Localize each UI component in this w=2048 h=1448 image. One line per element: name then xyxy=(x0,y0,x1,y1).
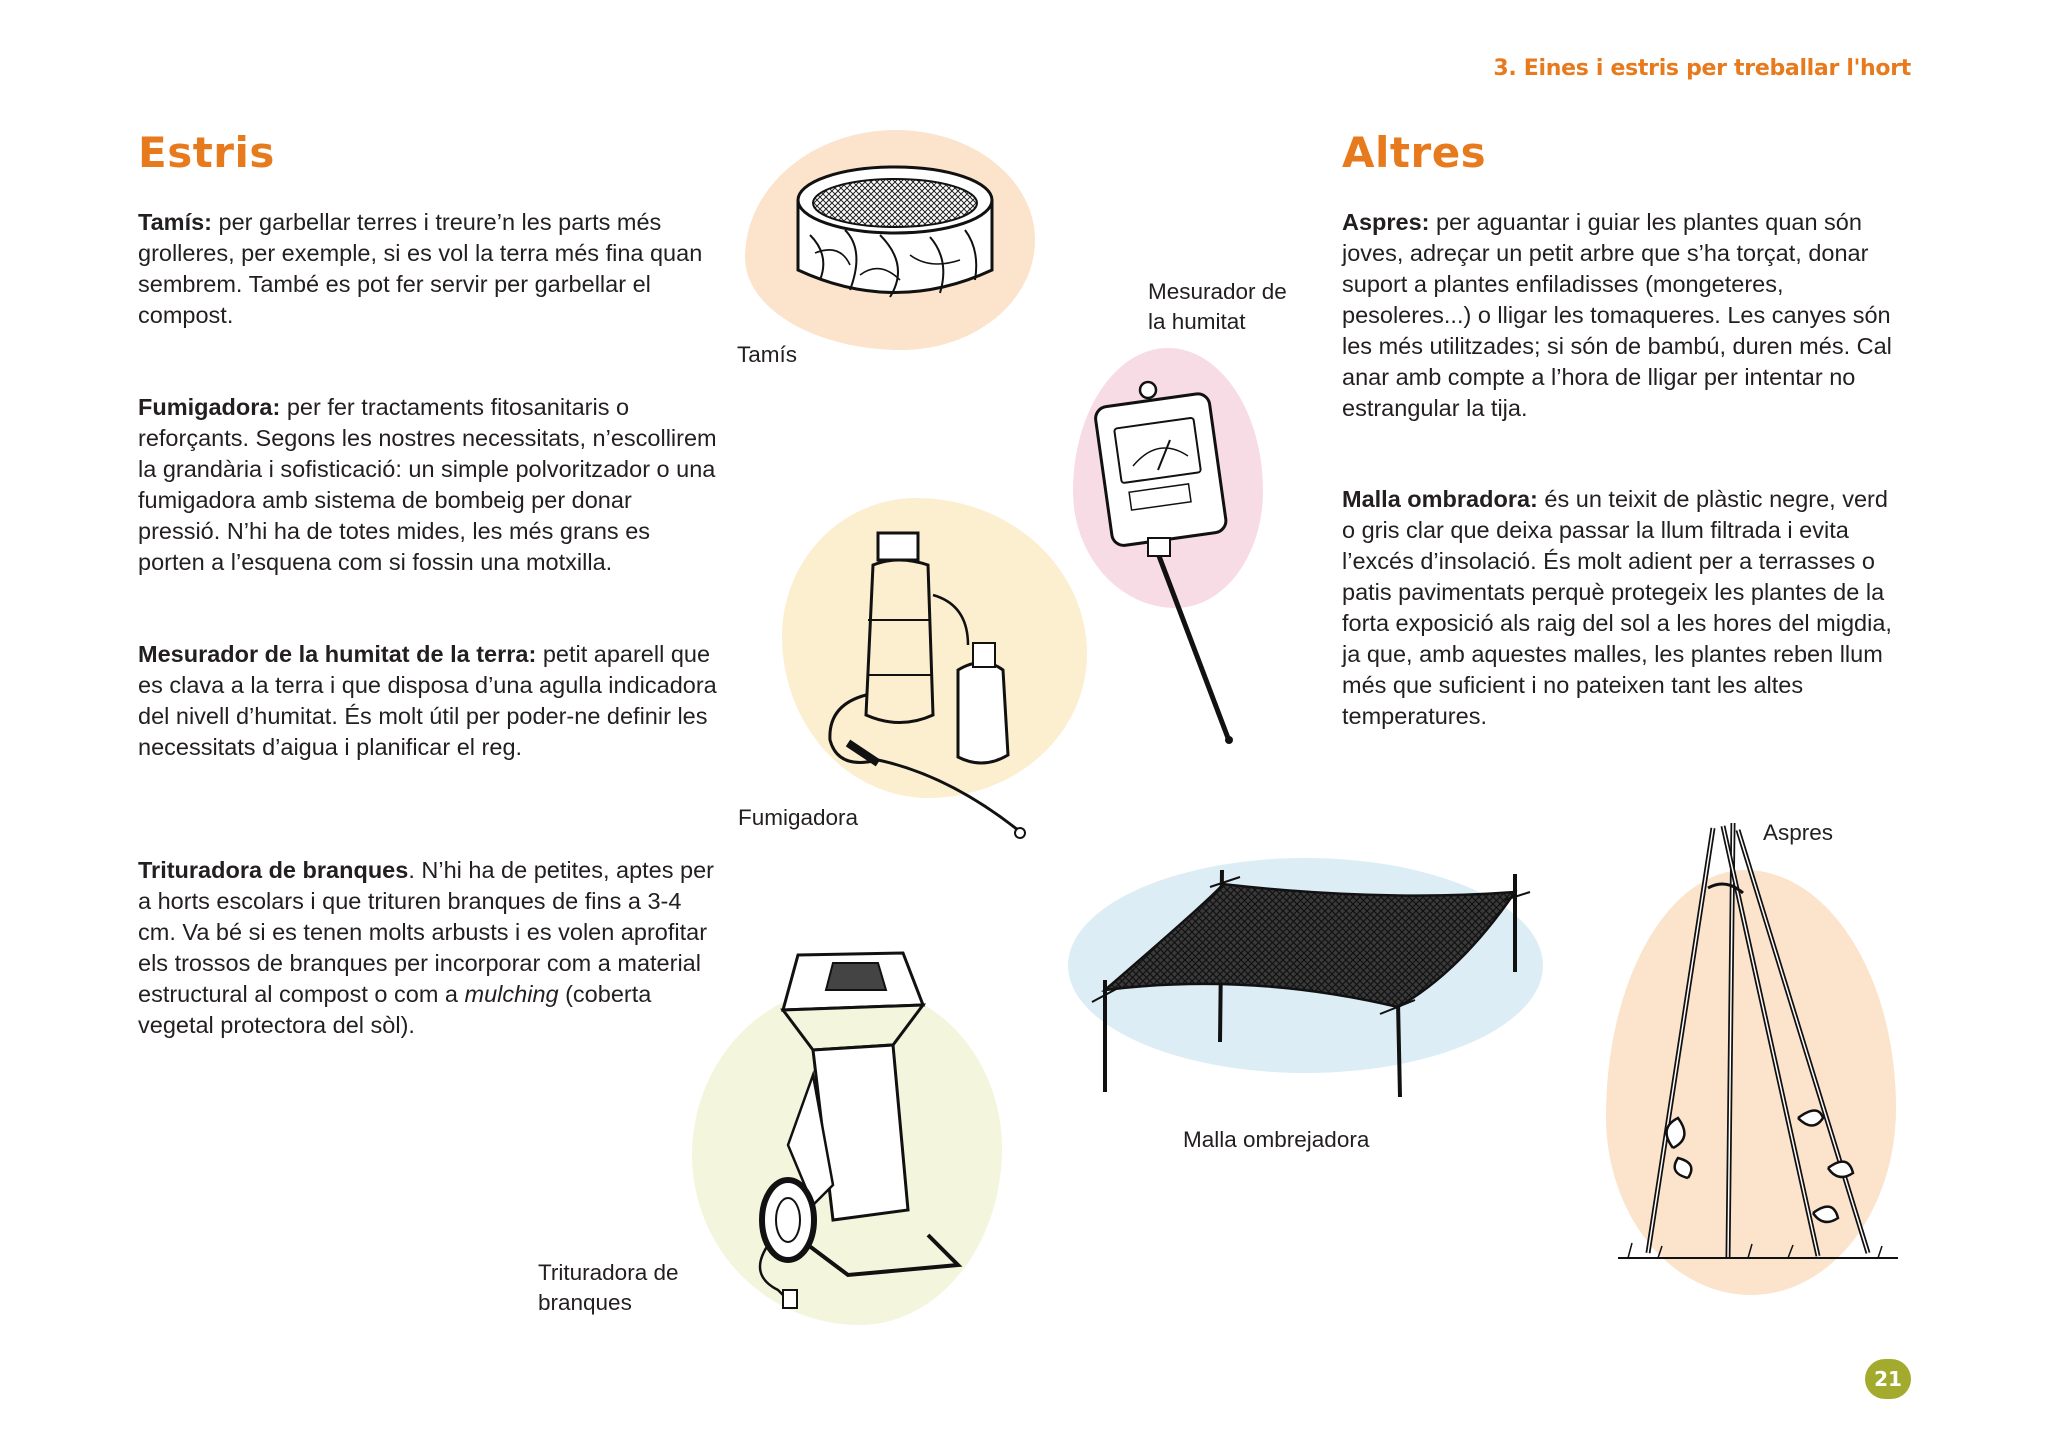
bamboo-stakes-illustration xyxy=(1618,818,1898,1273)
branch-shredder-illustration xyxy=(728,945,988,1310)
caption-aspres: Aspres xyxy=(1763,820,1834,845)
entry-term: Tamís: xyxy=(138,209,212,235)
entry-aspres xyxy=(1342,207,1907,424)
entry-mesurador xyxy=(138,639,718,763)
entry-text: és un teixit de plàstic negre, verd o gris clar que deixa passar la llum filtrada i evita l’excés d’insolació. És molt adient per a terrasses o patis pavimentats perquè protegeix les plantes de la forta exposició als raig del sol a les hores del migdia, ja que, amb aquestes malles, les plantes reben llum més que suficient i no pateixen tant les altes temperatures. xyxy=(1342,486,1892,729)
entry-tamis xyxy=(138,207,718,331)
section-title-estris: Estris xyxy=(138,128,275,177)
entry-text: per aguantar i guiar les plantes quan són joves, adreçar un petit arbre que s’ha torçat, donar suport a plantes enfiladisses (mongeteres, pesoleres...) o lligar les tomaqueres. Les canyes són les més utilitzades; si són de bambú, duren més. Cal anar amb compte a l’hora de lligar per intentar no estrangular la tija. xyxy=(1342,209,1892,421)
page-number-badge: 21 xyxy=(1865,1359,1911,1399)
entry-italic: mulching xyxy=(464,981,559,1007)
entry-malla xyxy=(1342,484,1907,732)
caption-mesurador-line1: Mesurador de xyxy=(1148,279,1287,304)
entry-fumigadora xyxy=(138,392,718,578)
entry-term: Aspres: xyxy=(1342,209,1430,235)
entry-trituradora xyxy=(138,855,718,1041)
entry-term: Malla ombradora: xyxy=(1342,486,1538,512)
entry-term: Trituradora de branques xyxy=(138,857,409,883)
caption-malla: Malla ombrejadora xyxy=(1183,1127,1370,1152)
caption-trituradora-line1: Trituradora de xyxy=(538,1260,679,1285)
running-header: 3. Eines i estris per treballar l'hort xyxy=(1493,56,1911,81)
entry-term: Mesurador de la humitat de la terra: xyxy=(138,641,537,667)
moisture-meter-illustration xyxy=(1098,378,1248,750)
entry-text: per fer tractaments fitosanitaris o reforçants. Segons les nostres necessitats, n’escollirem la grandària i sofisticació: un simple polvoritzador o una fumigadora amb sistema de bombeig per donar pressió. N’hi ha de totes mides, les més grans es porten a l’esquena com si fossin una motxilla. xyxy=(138,394,717,575)
entry-text: . N’hi ha de petites, aptes per a horts escolars i que trituren branques de fins a 3-4 cm. Va bé si es tenen molts arbusts i es volen aprofitar els trossos de branques per incorporar com a material estructural al compost o com a xyxy=(138,857,714,1007)
section-title-altres: Altres xyxy=(1342,128,1487,177)
shade-net-illustration xyxy=(1080,862,1540,1102)
caption-fumigadora: Fumigadora xyxy=(738,805,859,830)
caption-mesurador-line2: la humitat xyxy=(1148,309,1246,334)
entry-term: Fumigadora: xyxy=(138,394,281,420)
sieve-illustration xyxy=(790,155,1000,315)
caption-trituradora-line2: branques xyxy=(538,1290,632,1315)
sprayer-illustration xyxy=(818,525,1048,845)
entry-text: (coberta vegetal protectora del sòl). xyxy=(138,981,652,1038)
caption-tamis: Tamís xyxy=(737,342,798,367)
entry-text: per garbellar terres i treure’n les parts més grolleres, per exemple, si es vol la terra més fina quan sembrem. També es pot fer servir per garbellar el compost. xyxy=(138,209,703,328)
entry-text: petit aparell que es clava a la terra i que disposa d’una agulla indicadora del nivell d’humitat. És molt útil per poder-ne definir les necessitats d’aigua i planificar el reg. xyxy=(138,641,717,760)
